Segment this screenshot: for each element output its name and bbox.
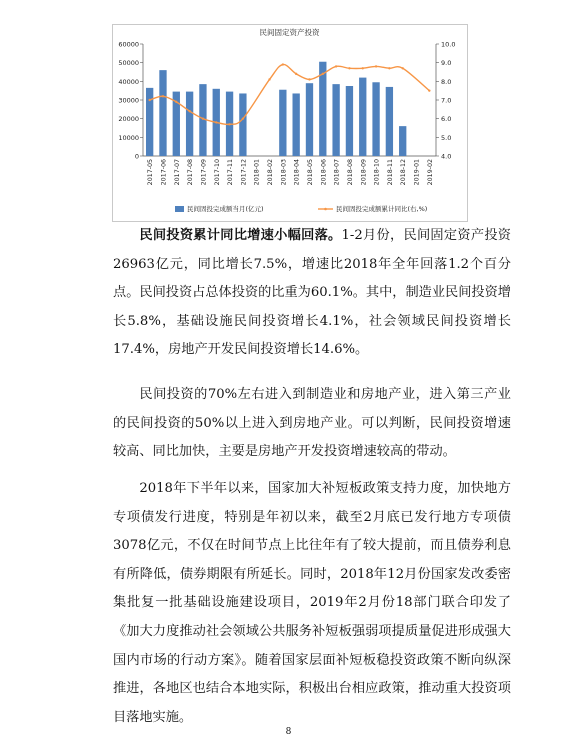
line-point: [428, 89, 430, 91]
y-right-tick-label: 5.0: [441, 133, 452, 142]
y-right-tick-label: 6.0: [441, 115, 452, 124]
bar: [279, 90, 286, 156]
bar: [292, 93, 299, 156]
bar: [359, 78, 366, 156]
y-right-tick-label: 4.0: [441, 152, 452, 161]
page-number: 8: [285, 727, 292, 737]
x-tick-label: 2018-12: [400, 159, 408, 186]
x-tick-label: 2018-05: [306, 159, 314, 186]
x-tick-label: 2018-08: [346, 159, 354, 186]
x-tick-label: 2017-10: [213, 159, 221, 186]
legend-line-marker: [324, 208, 327, 211]
y-left-tick-label: 60000: [118, 40, 139, 49]
bar: [332, 84, 339, 156]
line-point: [215, 121, 217, 123]
y-left-tick-label: 10000: [118, 133, 139, 142]
x-tick-label: 2018-10: [373, 159, 381, 186]
x-tick-label: 2018-09: [360, 159, 368, 186]
y-right-tick-label: 10.0: [441, 40, 456, 49]
y-right-tick-label: 9.0: [441, 59, 452, 68]
investment-chart: [113, 25, 467, 221]
bar: [146, 88, 153, 156]
legend-line-label: 民间固投完成额累计同比(右,%): [336, 205, 428, 213]
x-tick-label: 2018-07: [333, 159, 341, 186]
paragraph-1-heading: 民间投资累计同比增速小幅回落。: [139, 228, 342, 243]
paragraph-2-text: 民间投资的70%左右进入到制造业和房地产业，进入第三产业的民间投资的50%以上进入到房地产业。可以判断，民间投资增速较高、同比加快，主要是房地产开发投资增速较高的带动。: [113, 387, 511, 460]
x-tick-label: 2019-01: [413, 159, 421, 186]
line-point: [362, 67, 364, 69]
legend-bar-label: 民间固投完成额当月(亿元): [187, 205, 264, 213]
line-point: [308, 78, 310, 80]
line-point: [402, 67, 404, 69]
bar: [399, 126, 406, 156]
x-tick-label: 2017-08: [187, 159, 195, 186]
line-point: [282, 63, 284, 65]
x-tick-label: 2017-09: [200, 159, 208, 186]
y-left-tick-label: 40000: [118, 77, 139, 86]
x-tick-label: 2017-06: [160, 159, 168, 186]
bar: [186, 92, 193, 156]
legend-bar-swatch: [175, 206, 184, 212]
line-point: [242, 117, 244, 119]
x-tick-label: 2017-12: [240, 159, 248, 186]
x-tick-label: 2018-03: [280, 159, 288, 186]
x-tick-label: 2017-05: [147, 159, 155, 186]
y-right-tick-label: 8.0: [441, 77, 452, 86]
x-tick-label: 2019-02: [426, 159, 434, 186]
line-point: [388, 67, 390, 69]
y-left-tick-label: 30000: [118, 96, 139, 105]
line-point: [148, 99, 150, 101]
chart-container: [112, 24, 468, 222]
line-point: [188, 110, 190, 112]
x-tick-label: 2018-01: [253, 159, 261, 186]
y-left-tick-label: 0: [134, 152, 139, 161]
line-point: [228, 123, 230, 125]
bar: [159, 70, 166, 156]
line-point: [175, 101, 177, 103]
bar: [239, 93, 246, 156]
y-right-tick-label: 7.0: [441, 96, 452, 105]
paragraph-1-text: 1-2月份，民间固定资产投资26963亿元，同比增长7.5%，增速比2018年全年回落1.2个百分点。民间投资占总体投资的比重为60.1%。其中，制造业民间投资增长5.8%，基础设施民间投资增长4.1%，社会领域民间投资增长17.4%，房地产开发民间投资增长14.6%。: [113, 228, 511, 358]
y-left-tick-label: 50000: [118, 59, 139, 68]
x-tick-label: 2018-11: [386, 159, 394, 186]
bar: [346, 86, 353, 156]
bar: [372, 82, 379, 156]
line-point: [162, 95, 164, 97]
y-left-tick-label: 20000: [118, 115, 139, 124]
line-point: [322, 73, 324, 75]
line-point: [295, 73, 297, 75]
chart-title: 民间固定资产投资: [259, 28, 320, 37]
x-tick-label: 2017-11: [227, 159, 235, 186]
bar: [306, 83, 313, 156]
paragraph-1: [113, 222, 511, 365]
paragraph-2: [113, 381, 511, 467]
line-point: [375, 65, 377, 67]
x-tick-label: 2017-07: [173, 159, 181, 186]
paragraph-3-text: 2018年下半年以来，国家加大补短板政策支持力度，加快地方专项债发行进度，特别是年初以来，截至2月底已发行地方专项债3078亿元，不仅在时间节点上比往年有了较大提前，而且债券利息有所降低，债券期限有所延长。同时，2018年12月份国家发改委密集批复一批基础设施建设项目，2019年2月份18部门联合印发了《加大力度推动社会领域公共服务补短板强弱项提质量促进形成强大国内市场的行动方案》。随着国家层面补短板稳投资政策不断向纵深推进，各地区也结合本地实际，积极出台相应政策，推动重大投资项目落地实施。: [113, 481, 511, 725]
paragraph-3: [113, 475, 511, 732]
line-point: [202, 117, 204, 119]
line-point: [268, 78, 270, 80]
x-tick-label: 2018-04: [293, 159, 301, 186]
line-point: [335, 65, 337, 67]
bar: [386, 87, 393, 156]
line-point: [348, 67, 350, 69]
x-tick-label: 2018-06: [320, 159, 328, 186]
x-tick-label: 2018-02: [267, 159, 275, 186]
